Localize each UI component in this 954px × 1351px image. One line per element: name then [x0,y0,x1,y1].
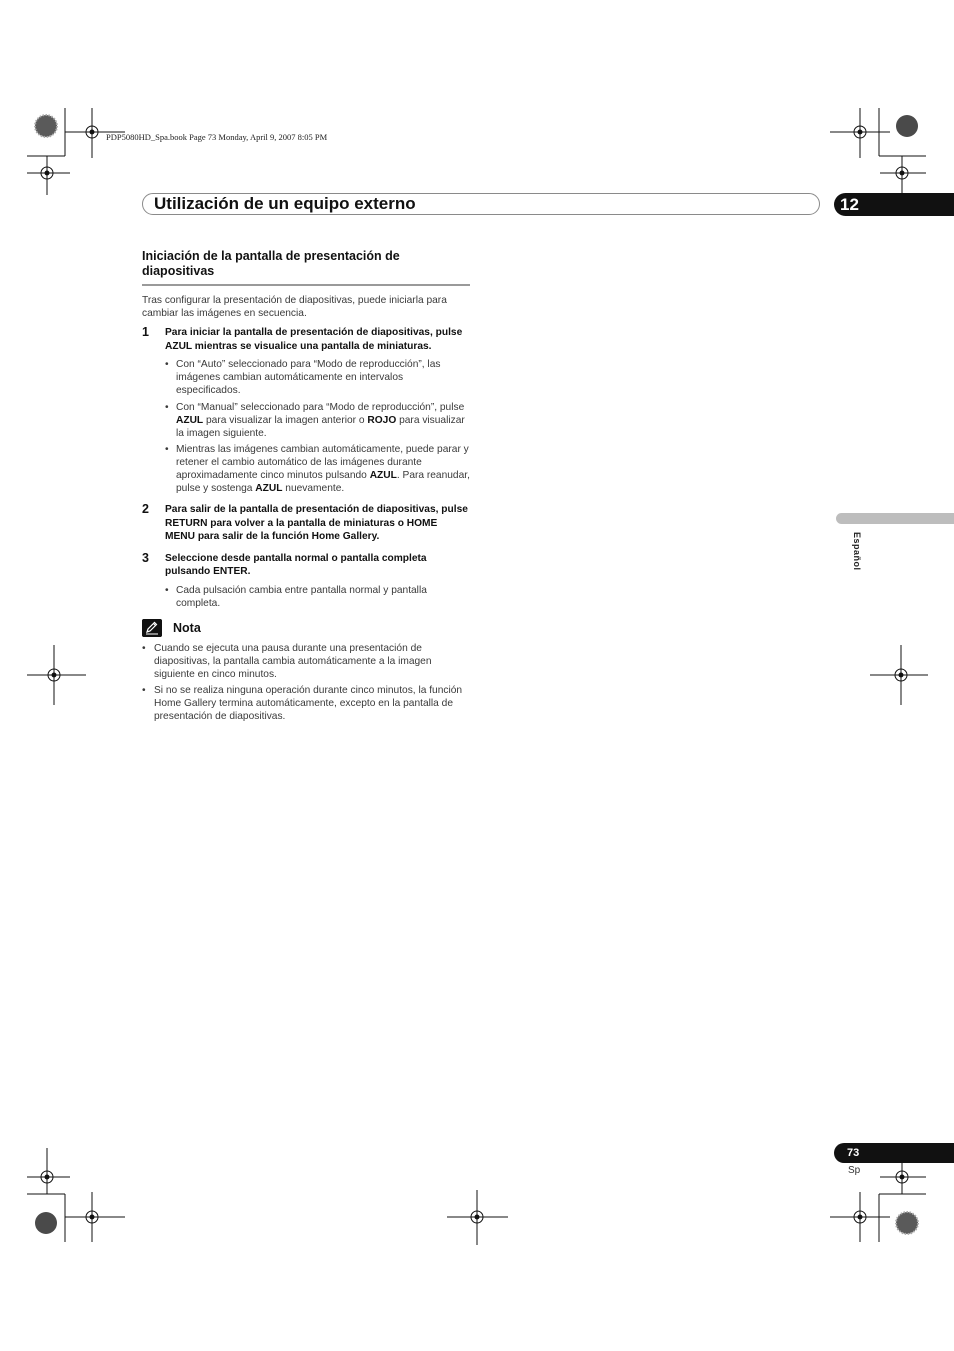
chapter-title: Utilización de un equipo externo [154,194,416,213]
step-number: 3 [142,550,149,565]
chapter-number: 12 [840,195,859,214]
note-header [142,618,470,638]
step-instruction: Para salir de la pantalla de presentación de diapositivas, pulse RETURN para volver a la pantalla de miniaturas o HOME MENU para salir de la función Home Gallery. [165,504,468,542]
list-item: • Con “Auto” seleccionado para “Modo de reproducción”, las imágenes cambian automáticamente en intervalos especificados. [165,358,470,397]
step-number: 2 [142,502,149,516]
list-item: • Con “Manual” seleccionado para “Modo de reproducción”, pulse AZUL para visualizar la imagen anterior o ROJO para visualizar la imagen siguiente. [165,401,470,440]
note-list [142,642,470,724]
step-1 [142,326,470,495]
print-slug: PDP5080HD_Spa.book Page 73 Monday, April 9, 2007 8:05 PM [106,132,328,142]
list-item: • Cada pulsación cambia entre pantalla normal y pantalla completa. [165,584,470,610]
page-language-code: Sp [848,1165,861,1176]
section-intro: Tras configurar la presentación de diapositivas, puede iniciarla para cambiar las imágenes en secuencia. [142,295,447,319]
language-side-tab [836,513,954,524]
step-number: 1 [142,325,149,339]
step-3 [142,552,470,610]
step-instruction: Seleccione desde pantalla normal o pantalla completa pulsando ENTER. [165,552,427,577]
list-item: • Cuando se ejecuta una pausa durante una presentación de diapositivas, la pantalla cambia automáticamente a la imagen siguiente en cinco minutos. [142,642,470,681]
section-title: Iniciación de la pantalla de presentación de diapositivas [142,249,470,286]
pencil-note-icon [142,619,162,637]
step-2 [142,503,470,544]
main-column [142,249,470,727]
language-label: Español [852,532,862,571]
list-item: • Si no se realiza ninguna operación durante cinco minutos, la función Home Gallery termina automáticamente, excepto en la pantalla de presentación de diapositivas. [142,684,470,723]
page-number: 73 [847,1147,860,1159]
step-bullets [165,358,470,495]
step-bullets [165,584,470,610]
step-instruction: Para iniciar la pantalla de presentación de diapositivas, pulse AZUL mientras se visualice una pantalla de miniaturas. [165,327,463,352]
list-item: • Mientras las imágenes cambian automáticamente, puede parar y retener el cambio automático de las imágenes durante aproximadamente cinco minutos pulsando AZUL. Para reanudar, pulse y sostenga AZUL nuevamente. [165,443,470,495]
note-label: Nota [173,620,201,635]
